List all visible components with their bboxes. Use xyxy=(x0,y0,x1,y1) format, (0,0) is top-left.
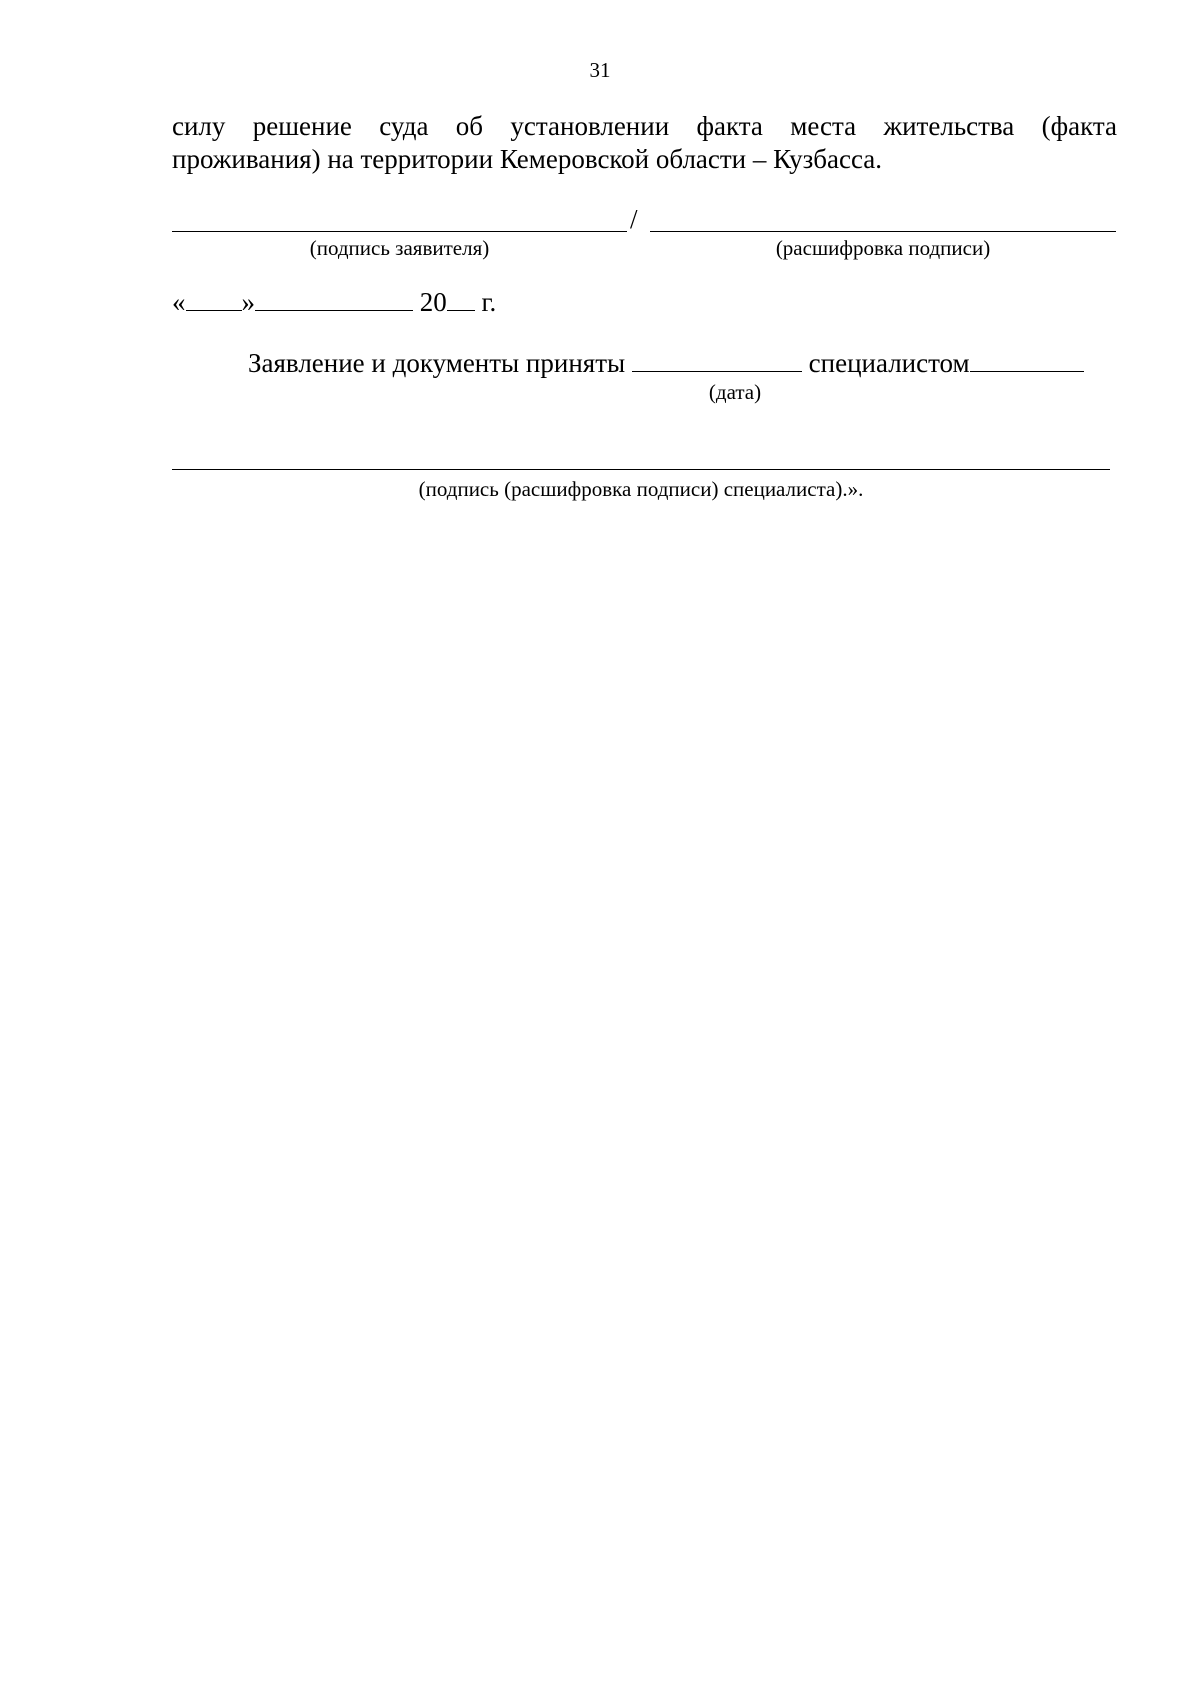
specialist-signature-line xyxy=(172,469,1110,470)
signature-decoding-caption: (расшифровка подписи) xyxy=(775,236,991,260)
body-line-1: силу решение суда об установлении факта места жительства (факта xyxy=(172,111,1117,141)
date-open-quote: « xyxy=(172,287,186,317)
month-blank xyxy=(255,286,413,311)
date-close-quote: » xyxy=(241,287,255,317)
acceptance-by-label: специалистом xyxy=(808,348,970,378)
page-number: 31 xyxy=(589,58,611,82)
applicant-signature-caption: (подпись заявителя) xyxy=(309,236,490,260)
year-suffix: г. xyxy=(481,287,497,317)
acceptance-text: Заявление и документы приняты xyxy=(248,348,626,378)
year-prefix: 20 xyxy=(419,287,447,317)
day-blank xyxy=(186,286,242,311)
signature-separator: / xyxy=(630,204,638,234)
acceptance-row xyxy=(248,347,1084,379)
body-paragraph xyxy=(172,110,1117,176)
body-line-2: проживания) на территории Кемеровской области – Кузбасса. xyxy=(172,144,883,174)
acceptance-date-blank xyxy=(632,347,802,372)
applicant-signature-line xyxy=(172,231,627,232)
date-row xyxy=(172,286,496,318)
specialist-name-blank xyxy=(970,347,1084,372)
specialist-signature-caption: (подпись (расшифровка подписи) специалиста).». xyxy=(418,477,864,501)
acceptance-date-caption: (дата) xyxy=(708,380,762,404)
signature-decoding-line xyxy=(650,231,1116,232)
year-blank xyxy=(447,286,475,311)
